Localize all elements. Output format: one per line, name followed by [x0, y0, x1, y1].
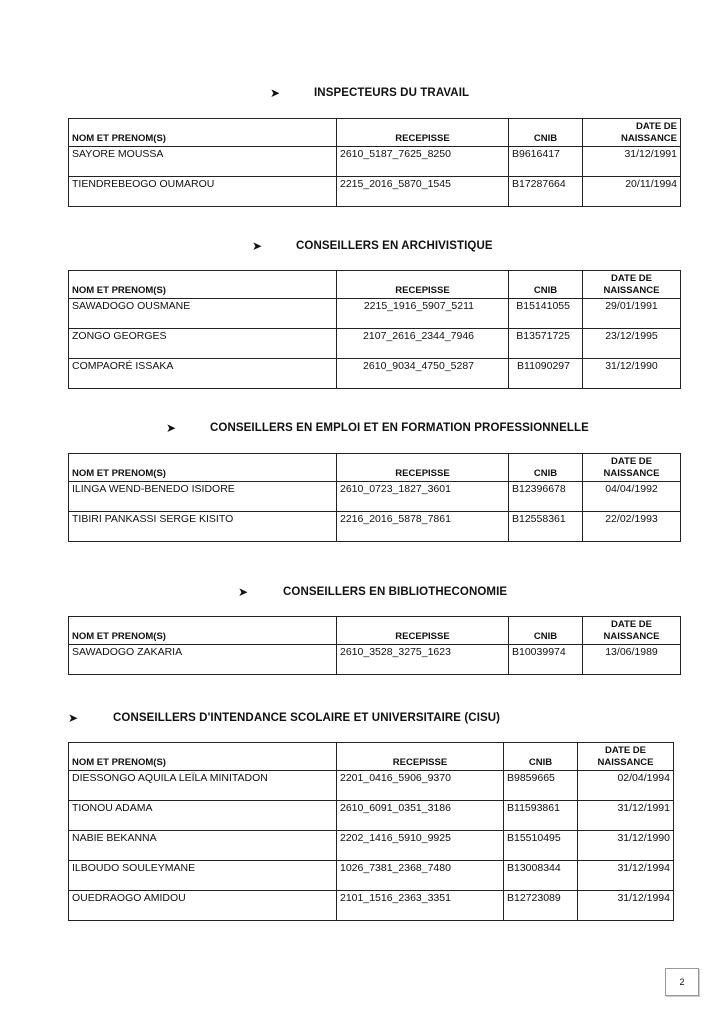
table-header [69, 454, 681, 482]
cell-recepisse: 2202_1416_5910_9925 [337, 831, 504, 861]
col-date-header: DATE DE NAISSANCE [583, 617, 681, 645]
cell-recepisse: 2107_2616_2344_7946 [337, 329, 509, 359]
col-date-header: DATE DE NAISSANCE [583, 454, 681, 482]
page-number: 2 [665, 968, 699, 996]
cell-recepisse: 2610_3528_3275_1623 [337, 645, 509, 675]
cell-cnib: B12723089 [504, 891, 578, 921]
cell-date: 22/02/1993 [583, 512, 681, 542]
cell-cnib: B10039974 [509, 645, 583, 675]
cell-name: COMPAORÉ ISSAKA [69, 359, 337, 389]
cell-cnib: B9859665 [504, 771, 578, 801]
cell-name: TIBIRI PANKASSI SERGE KISITO [69, 512, 337, 542]
cell-cnib: B15510495 [504, 831, 578, 861]
cell-cnib: B13571725 [509, 329, 583, 359]
cell-name: ILINGA WEND-BENEDO ISIDORE [69, 482, 337, 512]
cell-recepisse: 2610_6091_0351_3186 [337, 801, 504, 831]
cell-recepisse: 2101_1516_2363_3351 [337, 891, 504, 921]
section-arrow-icon: ➤ [68, 711, 79, 725]
cell-date: 04/04/1992 [583, 482, 681, 512]
col-name-header: NOM ET PRENOM(S) [69, 617, 337, 645]
cell-recepisse: 2215_1916_5907_5211 [337, 299, 509, 329]
table-row [69, 891, 674, 921]
section-arrow-icon: ➤ [166, 421, 177, 435]
cell-name: ZONGO GEORGES [69, 329, 337, 359]
table-row [69, 645, 681, 675]
cell-name: SAWADOGO ZAKARIA [69, 645, 337, 675]
cell-name: SAWADOGO OUSMANE [69, 299, 337, 329]
section-arrow-icon: ➤ [238, 585, 249, 599]
section-arrow-icon: ➤ [270, 86, 281, 100]
col-cnib-header: CNIB [504, 743, 578, 771]
table-row [69, 771, 674, 801]
cell-recepisse: 2610_5187_7625_8250 [337, 147, 509, 177]
cell-cnib: B11090297 [509, 359, 583, 389]
col-cnib-header: CNIB [509, 454, 583, 482]
cell-name: TIENDREBEOGO OUMAROU [69, 177, 337, 207]
col-cnib-header: CNIB [509, 271, 583, 299]
table-row [69, 482, 681, 512]
col-date-header: DATE DE NAISSANCE [583, 271, 681, 299]
cell-date: 20/11/1994 [583, 177, 681, 207]
table-row [69, 147, 681, 177]
section-title: CONSEILLERS D'INTENDANCE SCOLAIRE ET UNIVERSITAIRE (CISU) [113, 712, 501, 724]
section-title: INSPECTEURS DU TRAVAIL [314, 87, 470, 99]
col-date-header: DATE DE NAISSANCE [578, 743, 674, 771]
table-emploi-formation [68, 453, 681, 542]
table-header [69, 271, 681, 299]
col-name-header: NOM ET PRENOM(S) [69, 743, 337, 771]
col-cnib-header: CNIB [509, 617, 583, 645]
cell-cnib: B9616417 [509, 147, 583, 177]
table-row [69, 861, 674, 891]
cell-recepisse: 1026_7381_2368_7480 [337, 861, 504, 891]
cell-date: 31/12/1990 [578, 831, 674, 861]
cell-name: ILBOUDO SOULEYMANE [69, 861, 337, 891]
cell-cnib: B15141055 [509, 299, 583, 329]
table-inspecteurs [68, 118, 681, 207]
cell-recepisse: 2610_0723_1827_3601 [337, 482, 509, 512]
cell-date: 23/12/1995 [583, 329, 681, 359]
cell-date: 31/12/1994 [578, 891, 674, 921]
table-cisu [68, 742, 674, 921]
cell-date: 13/06/1989 [583, 645, 681, 675]
cell-name: SAYORE MOUSSA [69, 147, 337, 177]
table-header [69, 617, 681, 645]
cell-cnib: B17287664 [509, 177, 583, 207]
table-row [69, 329, 681, 359]
cell-recepisse: 2216_2016_5878_7861 [337, 512, 509, 542]
cell-date: 02/04/1994 [578, 771, 674, 801]
section-title: CONSEILLERS EN EMPLOI ET EN FORMATION PROFESSIONNELLE [210, 422, 589, 434]
cell-name: NABIE BEKANNA [69, 831, 337, 861]
cell-name: OUEDRAOGO AMIDOU [69, 891, 337, 921]
table-row [69, 801, 674, 831]
cell-name: DIESSONGO AQUILA LEÏLA MINITADON [69, 771, 337, 801]
table-header [69, 119, 681, 147]
cell-recepisse: 2610_9034_4750_5287 [337, 359, 509, 389]
col-recepisse-header: RECEPISSE [337, 271, 509, 299]
cell-date: 31/12/1994 [578, 861, 674, 891]
table-row [69, 512, 681, 542]
col-recepisse-header: RECEPISSE [337, 119, 509, 147]
table-row [69, 177, 681, 207]
cell-date: 31/12/1991 [578, 801, 674, 831]
cell-recepisse: 2215_2016_5870_1545 [337, 177, 509, 207]
table-row [69, 359, 681, 389]
cell-name: TIONOU ADAMA [69, 801, 337, 831]
col-recepisse-header: RECEPISSE [337, 743, 504, 771]
cell-date: 29/01/1991 [583, 299, 681, 329]
col-name-header: NOM ET PRENOM(S) [69, 271, 337, 299]
table-header [69, 743, 674, 771]
cell-recepisse: 2201_0416_5906_9370 [337, 771, 504, 801]
cell-cnib: B12558361 [509, 512, 583, 542]
col-cnib-header: CNIB [509, 119, 583, 147]
section-title: CONSEILLERS EN ARCHIVISTIQUE [296, 240, 493, 252]
cell-date: 31/12/1991 [583, 147, 681, 177]
table-archivistique [68, 270, 681, 389]
table-row [69, 831, 674, 861]
col-name-header: NOM ET PRENOM(S) [69, 454, 337, 482]
section-title: CONSEILLERS EN BIBLIOTHECONOMIE [283, 586, 508, 598]
col-recepisse-header: RECEPISSE [337, 454, 509, 482]
cell-cnib: B13008344 [504, 861, 578, 891]
section-arrow-icon: ➤ [252, 239, 263, 253]
col-date-header: DATE DE NAISSANCE [583, 119, 681, 147]
col-name-header: NOM ET PRENOM(S) [69, 119, 337, 147]
table-row [69, 299, 681, 329]
cell-date: 31/12/1990 [583, 359, 681, 389]
table-bibliotheconomie [68, 616, 681, 675]
cell-cnib: B12396678 [509, 482, 583, 512]
cell-cnib: B11593861 [504, 801, 578, 831]
col-recepisse-header: RECEPISSE [337, 617, 509, 645]
